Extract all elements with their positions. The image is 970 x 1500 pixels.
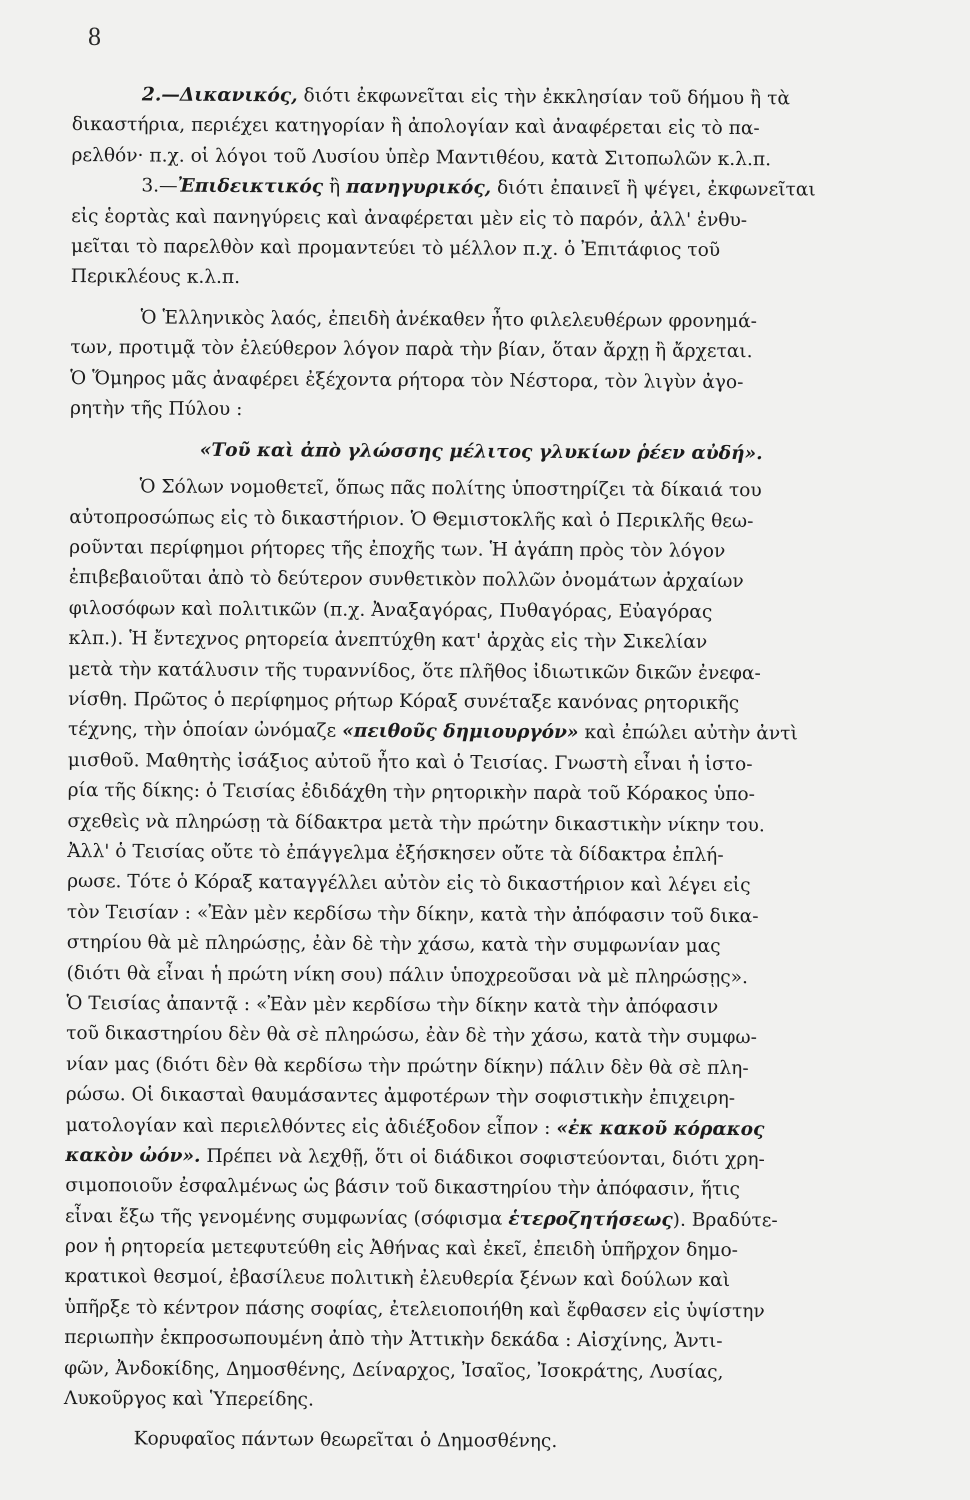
text-line [70, 394, 918, 430]
text-line [71, 262, 919, 298]
text-line [71, 171, 919, 207]
text-run: τέχνης, τὴν ὁποίαν ὠνόμαζε [67, 719, 343, 743]
emphasized-text: ἑτεροζητήσεως [508, 1208, 673, 1231]
text-run: διότι ἐπαινεῖ ἢ ψέγει, ἐκφωνεῖται [491, 177, 816, 201]
text-run: των, προτιμᾷ τὸν ἐλεύθερον λόγον παρὰ τὴν βίαν, ὅταν ἄρχῃ ἢ ἄρχεται. [70, 337, 753, 363]
text-run: 3.— [141, 175, 178, 197]
page-number: 8 [88, 22, 101, 51]
text-run: ρον ἡ ρητορεία μετεφυτεύθη εἰς Ἀθήνας καὶ ἐκεῖ, ἐπειδὴ ὑπῆρχον δημο- [64, 1236, 739, 1262]
text-run: ρώσω. Οἱ δικασταὶ θαυμάσαντες ἀμφοτέρων τὴν σοφιστικὴν ἐπιχειρη- [65, 1084, 736, 1110]
text-run: ρητὴν τῆς Πύλου : [69, 397, 243, 420]
text-run: διότι ἐκφωνεῖται εἰς τὴν ἐκκλησίαν τοῦ δήμου ἢ τὰ [297, 85, 791, 110]
text-run: περιωπὴν ἐκπροσωπουμένη ἀπὸ τὴν Ἀττικὴν δεκάδα : Αἰσχίνης, Ἀντι- [64, 1327, 723, 1353]
text-run: μεῖται τὸ παρελθὸν καὶ προμαντεύει τὸ μέλλον π.χ. ὁ Ἐπιτάφιος τοῦ [70, 235, 721, 261]
text-run: κλπ.). Ἡ ἔντεχνος ρητορεία ἀνεπτύχθη κατ' ἀρχὰς εἰς τὴν Σικελίαν [68, 628, 708, 654]
text-run: ). Βραδύτε- [672, 1209, 778, 1232]
text-run: ἢ [323, 176, 347, 198]
text-run: φιλοσόφων καὶ πολιτικῶν (π.χ. Ἀναξαγόρας, Πυθαγόρας, Εὐαγόρας [68, 597, 713, 623]
emphasized-text: 2.—Δικανικός, [141, 84, 298, 107]
text-line [64, 1384, 912, 1420]
text-run: ρία τῆς δίκης: ὁ Τεισίας ἐδιδάχθη τὴν ρητορικὴν παρὰ τοῦ Κόρακος ὑπο- [67, 780, 755, 806]
text-run: Ὁ Ὅμηρος μᾶς ἀναφέρει ἐξέχοντα ρήτορα τὸν Νέστορα, τὸν λιγὺν ἀγο- [70, 367, 744, 393]
text-run: Πρέπει νὰ λεχθῇ, ὅτι οἱ διάδικοι σοφιστεύονται, διότι χρη- [200, 1145, 765, 1171]
text-run: Λυκοῦργος καὶ Ὑπερείδης. [63, 1387, 314, 1411]
quote-line [70, 432, 918, 473]
body-text [64, 80, 920, 1460]
text-line [65, 1262, 913, 1298]
text-run: ρελθόν· π.χ. οἱ λόγοι τοῦ Λυσίου ὑπὲρ Μαντιθέου, κατὰ Σιτοπωλῶν κ.λ.π. [71, 144, 772, 171]
text-line [68, 715, 916, 751]
text-run: ρωσε. Τότε ὁ Κόραξ καταγγέλλει αὐτὸν εἰς τὸ δικαστήριον καὶ λέγει εἰς [67, 871, 751, 897]
emphasized-text: «Τοῦ καὶ ἀπὸ γλώσσης μέλιτος γλυκίων ῥέεν αὐδή». [199, 440, 763, 465]
text-run: τὸν Τεισίαν : «Ἐὰν μὲν κερδίσω τὴν δίκην, κατὰ τὴν ἀπόφασιν τοῦ δικα- [66, 901, 759, 927]
text-run: εἰς ἑορτὰς καὶ πανηγύρεις καὶ ἀναφέρεται μὲν εἰς τὸ παρόν, ἀλλ' ἐνθυ- [71, 205, 748, 231]
text-run: ροῦνται περίφημοι ρήτορες τῆς ἐποχῆς των. Ἡ ἀγάπη πρὸς τὸν λόγον [69, 537, 726, 563]
text-run: φῶν, Ἀνδοκίδης, Δημοσθένης, Δείναρχος, Ἰσαῖος, Ἰσοκράτης, Λυσίας, [64, 1357, 724, 1383]
text-run: αὐτοπροσώπως εἰς τὸ δικαστήριον. Ὁ Θεμιστοκλῆς καὶ ὁ Περικλῆς θεω- [69, 506, 754, 532]
text-run: νίσθη. Πρῶτος ὁ περίφημος ρήτωρ Κόραξ συνέταξε κανόνας ρητορικῆς [68, 689, 740, 715]
text-line [69, 563, 917, 599]
text-line [64, 1424, 912, 1460]
text-line [66, 1080, 914, 1116]
text-run: σιμοποιοῦν ἐσφαλμένως ὡς βάσιν τοῦ δικαστηρίου τὴν ἀπόφασιν, ἥτις [65, 1175, 741, 1201]
text-line [65, 1171, 913, 1207]
text-run: καὶ ἐπώλει αὐτὴν ἀντὶ [578, 722, 798, 745]
text-line [67, 928, 915, 964]
emphasized-text: Ἐπιδεικτικός [177, 175, 324, 198]
emphasized-text: πανηγυρικός, [346, 176, 492, 199]
text-run: μισθοῦ. Μαθητὴς ἰσάξιος αὐτοῦ ἦτο καὶ ὁ Τεισίας. Γνωστὴ εἶναι ἡ ἱστο- [67, 749, 753, 775]
text-run: Περικλέους κ.λ.π. [70, 266, 241, 289]
text-run: ματολογίαν καὶ περιελθόντες εἰς ἀδιέξοδον εἶπον : [65, 1114, 557, 1139]
text-run: εἶναι ἔξω τῆς γενομένης συμφωνίας (σόφισμα [64, 1205, 509, 1230]
text-run: σχεθεὶς νὰ πληρώσῃ τὰ δίδακτρα μετὰ τὴν πρώτην δικαστικὴν νίκην του. [67, 810, 765, 836]
text-run: μετὰ τὴν κατάλυσιν τῆς τυραννίδος, ὅτε πλῆθος ἰδιωτικῶν δικῶν ἐνεφα- [68, 658, 761, 684]
text-run: Ὁ Σόλων νομοθετεῖ, ὅπως πᾶς πολίτης ὑποστηρίζει τὰ δίκαιά του [139, 476, 762, 502]
text-run: ἐπιβεβαιοῦται ἀπὸ τὸ δεύτερον συνθετικὸν πολλῶν ὀνομάτων ἀρχαίων [68, 567, 744, 593]
emphasized-text: «πειθοῦς δημιουργόν» [342, 721, 579, 744]
text-run: (διότι θὰ εἶναι ἡ πρώτη νίκη σου) πάλιν ὑποχρεοῦσαι νὰ μὲ πληρώσῃς». [66, 962, 749, 988]
text-line [69, 472, 917, 508]
text-run: Κορυφαῖος πάντων θεωρεῖται ὁ Δημοσθένης. [133, 1428, 558, 1453]
text-run: στηρίου θὰ μὲ πληρώσῃς, ἐὰν δὲ τὴν χάσω, κατὰ τὴν συμφωνίαν μας [66, 932, 721, 958]
text-line [66, 1110, 914, 1146]
text-run: δικαστήρια, περιέχει κατηγορίαν ἢ ἀπολογίαν καὶ ἀναφέρεται εἰς τὸ πα- [71, 114, 760, 140]
text-line [70, 364, 918, 400]
text-line [68, 624, 916, 660]
text-line [67, 867, 915, 903]
text-line [68, 776, 916, 812]
text-run: τοῦ δικαστηρίου δὲν θὰ σὲ πληρώσω, ἐὰν δὲ τὴν χάσω, κατὰ τὴν συμφω- [66, 1023, 757, 1049]
text-run: νίαν μας (διότι δὲν θὰ κερδίσω τὴν πρώτην δίκην) πάλιν δὲν θὰ σὲ πλη- [65, 1053, 749, 1079]
text-line [70, 333, 918, 369]
text-line [72, 110, 920, 146]
text-run: ὑπῆρξε τὸ κέντρον πάσης σοφίας, ἐτελειοποιήθη καὶ ἔφθασεν εἰς ὑψίστην [64, 1296, 765, 1323]
text-line [64, 1323, 912, 1359]
text-line [66, 1019, 914, 1055]
text-run: Ἀλλ' ὁ Τεισίας οὔτε τὸ ἐπάγγελμα ἐξήσκησεν οὔτε τὰ δίδακτρα ἐπλή- [67, 840, 724, 866]
emphasized-text: κακὸν ὠόν». [65, 1144, 201, 1167]
text-run: Ὁ Τεισίας ἀπαντᾷ : «Ἐὰν μὲν κερδίσω τὴν δίκην κατὰ τὴν ἀπόφασιν [66, 992, 719, 1018]
text-run: Ὁ Ἑλληνικὸς λαός, ἐπειδὴ ἀνέκαθεν ἦτο φιλελευθέρων φρονημά- [140, 307, 758, 332]
emphasized-text: «ἐκ κακοῦ κόρακος [556, 1117, 765, 1140]
text-run: κρατικοὶ θεσμοί, ἐβασίλευε πολιτικὴ ἐλευθερία ξένων καὶ δούλων καὶ [64, 1266, 731, 1292]
